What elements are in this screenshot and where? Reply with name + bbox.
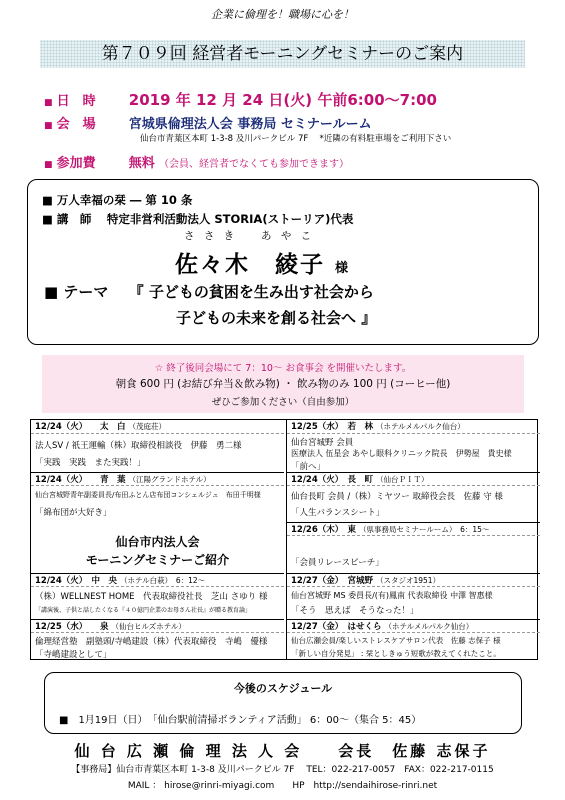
cell-speaker: 医療法人 伍星会 あやし眼科クリニック院長 伊勢屋 貴史様 <box>291 449 512 458</box>
lecturer-row <box>42 211 353 227</box>
upcoming-item: ■ 1月19日（日） 「仙台駅前清掃ボランティア活動」 6：00～（集合 5：45） <box>59 715 422 726</box>
cell-speaker: 倫理経営塾 副塾頭/寺嶋建設（株）代表取締役 寺嶋 優様 <box>35 637 268 647</box>
seminar-cell-hasekura <box>287 619 540 661</box>
bullet-icon: ■ <box>44 98 53 108</box>
cell-topic: 「新しい自分発見」 : 栞としきゅう短歌が教えてくれたこと。 <box>291 649 501 658</box>
cell-speaker: （株）WELLNEST HOME 代表取締役社長 芝山 さゆり 様 <box>35 592 268 602</box>
cell-header: 12/24（火） 青 葉 （江陽グランドホテル） <box>31 472 284 486</box>
cell-topic: 「そう 思えば そうなった！」 <box>291 606 419 616</box>
cell-header: 12/24（火） 太 白 （茂庭荘） <box>31 420 284 434</box>
grid-center-title-2: モーニングセミナーご紹介 <box>85 553 230 567</box>
speaker-name <box>175 246 348 279</box>
seminar-cell-wakabayashi <box>287 420 540 472</box>
seminar-cell-aoba <box>31 472 284 522</box>
date-value: 2019 年 12 月 24 日(火) 午前6:00～7:00 <box>128 91 437 109</box>
page-title: 第７０９回 経営者モーニングセミナーのご案内 <box>40 40 525 68</box>
lecturer-org: 特定非営利活動法人 STORIA(ストーリア)代表 <box>106 212 354 226</box>
date-label: 日 時 <box>56 94 96 109</box>
seminar-cell-izumi <box>31 619 284 661</box>
cell-header: 12/27（金） はせくら （ホテルメルパルク仙台） <box>287 619 540 633</box>
cell-header: 12/24（火） 長 町 （仙台ＰＩＴ） <box>287 472 540 486</box>
cell-speaker: 法人SV / 祇王運輸（株）取締役相談役 伊藤 勇二様 <box>35 441 242 451</box>
speaker-honorific: 様 <box>335 261 349 276</box>
meal-line-1: ☆ 終了後同会場にて 7：10～ お食事会 を開催いたします。 <box>154 363 412 374</box>
cell-topic: 「会員リレースピーチ」 <box>291 558 384 568</box>
cell-header: 12/25（水） 若 林 （ホテルメルパルク仙台） <box>287 420 540 434</box>
bullet-icon: ■ <box>44 121 53 131</box>
fee-label: 参加費 <box>56 156 96 171</box>
cell-topic: 「綿布団が大好き」 <box>35 508 112 518</box>
cell-header: 12/25（水） 泉 （仙台ヒルズホテル） <box>31 619 284 633</box>
cell-speaker: 仙台広瀬会員/楽しいストレスケアサロン代表 佐藤 志保子 様 <box>291 636 501 645</box>
seminar-cell-taihaku <box>31 420 284 472</box>
office-contact: 【事務局】仙台市青葉区本町 1-3-8 及川パークビル 7F TEL：022-217-0057 FAX：022-217-0115 <box>71 765 494 775</box>
fee-note: （会員、経営者でなくても参加できます） <box>158 159 349 170</box>
fee-row <box>44 152 349 171</box>
grid-center-title-1: 仙台市内法人会 <box>115 535 200 549</box>
cell-speaker: 仙台宮城野 MS 委員長/(有)鳳南 代表取締役 中澤 智惠様 <box>291 591 493 600</box>
meal-line-3: ぜひご参加ください（自由参加） <box>211 397 355 408</box>
seminar-cell-higashi <box>287 522 540 573</box>
venue-label: 会 場 <box>56 117 96 132</box>
cell-header: 12/24（火） 中 央 （ホテル白萩） 6：12～ <box>31 573 284 587</box>
lecturer-label: ■ 講 師 <box>42 212 92 226</box>
venue-address: 仙台市青葉区本町 1-3-8 及川パークビル 7F *近隣の有料駐車場をご利用下さい <box>140 134 452 144</box>
venue-row <box>44 113 372 132</box>
seminar-cell-miyagino <box>287 573 540 619</box>
venue-name: 宮城県倫理法人会 事務局 セミナールーム <box>128 117 372 132</box>
theme-line-1 <box>44 281 374 302</box>
meal-line-2: 朝食 600 円 (お結び弁当＆飲み物) ・ 飲み物のみ 100 円 (コーヒー他) <box>115 378 451 390</box>
cell-speaker-group: 仙台宮城野 会員 <box>291 438 354 448</box>
seminar-grid <box>30 419 538 660</box>
mail-hp-contact: MAIL ： hirose@rinri-miyagi.com HP http://sendaihirose-rinri.net <box>127 781 438 791</box>
theme-text-1: 『 子どもの貧困を生み出す社会から <box>128 283 374 301</box>
ruby-given-name: あ や こ <box>261 230 315 242</box>
date-row <box>44 89 437 110</box>
slogan: 企業に倫理を！職場に心を！ <box>211 8 354 21</box>
bullet-icon: ■ <box>44 160 53 170</box>
cell-topic: 「実践 実践 また実践！」 <box>35 458 146 468</box>
cell-header: 12/26（木） 東 （県事務局セミナールーム） 6：15～ <box>287 522 540 536</box>
cell-speaker: 仙台宮城野青年副委員長/布田ふとん店布団コンシェルジュ 布田千明様 <box>35 491 261 499</box>
meal-info-box <box>42 355 524 413</box>
theme-label: ■ テーマ <box>44 283 109 301</box>
cell-topic: 「前へ」 <box>291 462 326 472</box>
seminar-cell-nagamachi <box>287 472 540 522</box>
cell-topic: 「寺嶋建設として」 <box>35 650 112 660</box>
upcoming-title: 今後のスケジュール <box>233 682 333 695</box>
cell-header: 12/27（金） 宮城野 （スタジオ1951） <box>287 573 540 587</box>
speaker-fullname: 佐々木 綾子 <box>175 252 325 278</box>
organization-name: 仙 台 広 瀬 倫 理 法 人 会 会長 佐藤 志保子 <box>74 742 491 760</box>
theme-line-2: 子どもの未来を創る社会へ 』 <box>176 309 377 327</box>
cell-topic: 「人生バランスシート」 <box>291 508 385 518</box>
seminar-cell-chuo <box>31 573 284 619</box>
cell-topic: 「講演後、子供と話したくなる『４０億円企業のお母さん社長』が贈る教育論」 <box>35 607 252 614</box>
lecture-series: ■ 万人幸福の栞 ― 第 10 条 <box>42 193 193 207</box>
cell-speaker: 仙台長町 会員 /（株）ミヤツー 取締役会長 佐藤 守 様 <box>291 492 503 502</box>
fee-value: 無料 <box>128 156 155 171</box>
upcoming-schedule-box <box>44 672 522 734</box>
ruby-surname: さ さ き <box>184 230 238 242</box>
